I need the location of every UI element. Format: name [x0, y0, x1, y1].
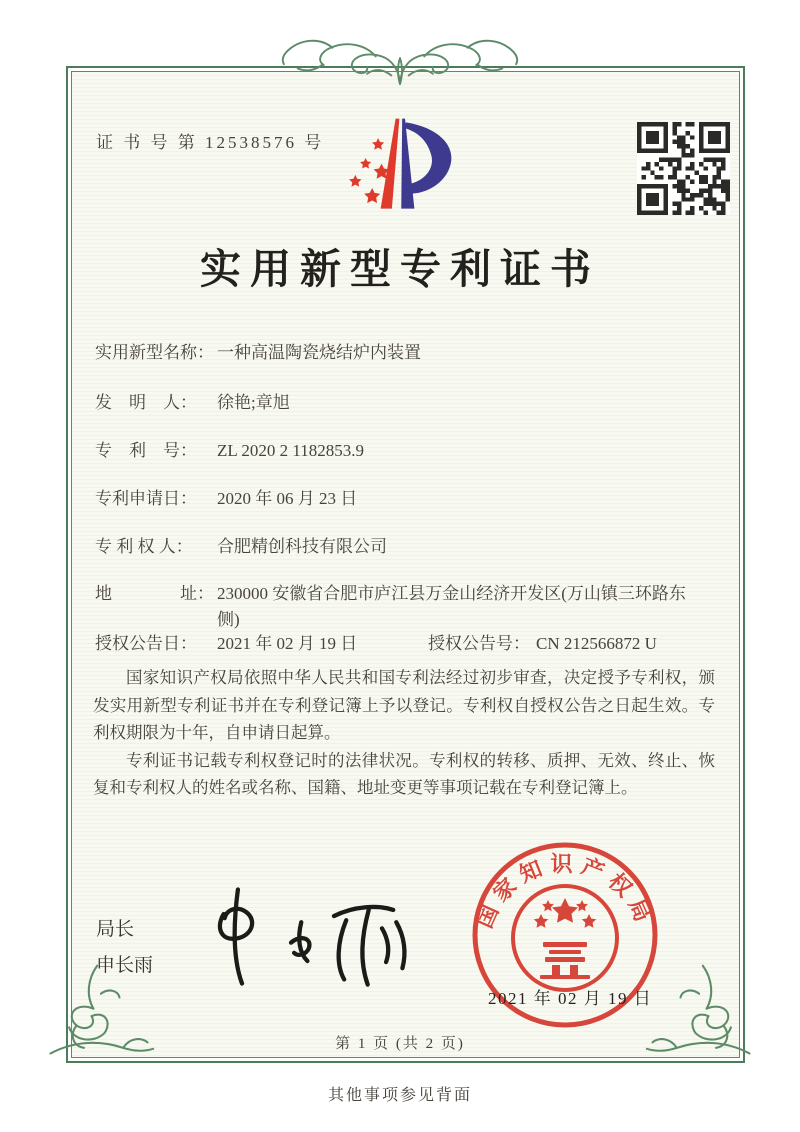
field-filing-date — [95, 486, 715, 512]
seal-ring-text: 国家知识产权局 — [471, 851, 659, 932]
signer-title: 局长 — [96, 919, 135, 940]
field-value: 一种高温陶瓷烧结炉内装置 — [217, 343, 421, 362]
field-inventor — [95, 390, 715, 416]
field-utility-model-name — [95, 340, 715, 366]
field-value: 230000 安徽省合肥市庐江县万金山经济开发区(万山镇三环路东侧) — [217, 584, 686, 629]
field-label: 发 明 人： — [95, 393, 197, 412]
field-label: 专 利 号： — [95, 441, 197, 460]
certificate-number: 证 书 号 第 12538576 号 — [96, 133, 325, 152]
signer-block — [96, 912, 153, 984]
field-grant-number — [428, 631, 657, 657]
field-value: 合肥精创科技有限公司 — [217, 537, 387, 556]
national-emblem-icon — [513, 886, 617, 990]
signer-name: 申长雨 — [96, 955, 154, 976]
certificate-title: 实用新型专利证书 — [200, 246, 600, 292]
field-label: 地 址： — [95, 584, 214, 603]
field-label: 授权公告号： — [428, 634, 530, 653]
director-signature — [195, 878, 430, 993]
legal-paragraph-1: 国家知识产权局依照中华人民共和国专利法经过初步审查，决定授予专利权，颁发实用新型专利证书并在专利登记簿上予以登记。专利权自授权公告之日起生效。专利权期限为十年，自申请日起算。 — [93, 668, 715, 742]
field-grant-row — [95, 631, 715, 657]
back-side-note: 其他事项参见背面 — [327, 1087, 472, 1104]
field-value: 2020 年 06 月 23 日 — [217, 489, 358, 508]
seal-date: 2021 年 02 月 19 日 — [488, 989, 653, 1008]
field-patentee — [95, 534, 715, 560]
svg-text:国家知识产权局 — [472, 852, 659, 932]
field-patent-number — [95, 438, 715, 464]
field-value: CN 212566872 U — [536, 634, 657, 653]
field-label: 实用新型名称： — [95, 343, 214, 362]
page-number: 第 1 页 (共 2 页) — [335, 1036, 465, 1052]
cnipa-logo-icon — [330, 108, 480, 236]
field-label: 授权公告日： — [95, 634, 197, 653]
qr-code — [637, 122, 730, 215]
field-label: 专利申请日： — [95, 489, 197, 508]
legal-paragraph-2: 专利证书记载专利权登记时的法律状况。专利权的转移、质押、无效、终止、恢复和专利权人的姓名或名称、国籍、地址变更等事项记载在专利登记簿上。 — [93, 750, 715, 797]
field-address — [95, 581, 715, 633]
field-value: 2021 年 02 月 19 日 — [217, 634, 358, 653]
field-value: 徐艳;章旭 — [217, 393, 290, 412]
field-grant-date — [95, 634, 357, 653]
field-label: 专 利 权 人： — [95, 537, 193, 556]
legal-text-block — [93, 664, 715, 802]
field-value: ZL 2020 2 1182853.9 — [217, 441, 365, 460]
